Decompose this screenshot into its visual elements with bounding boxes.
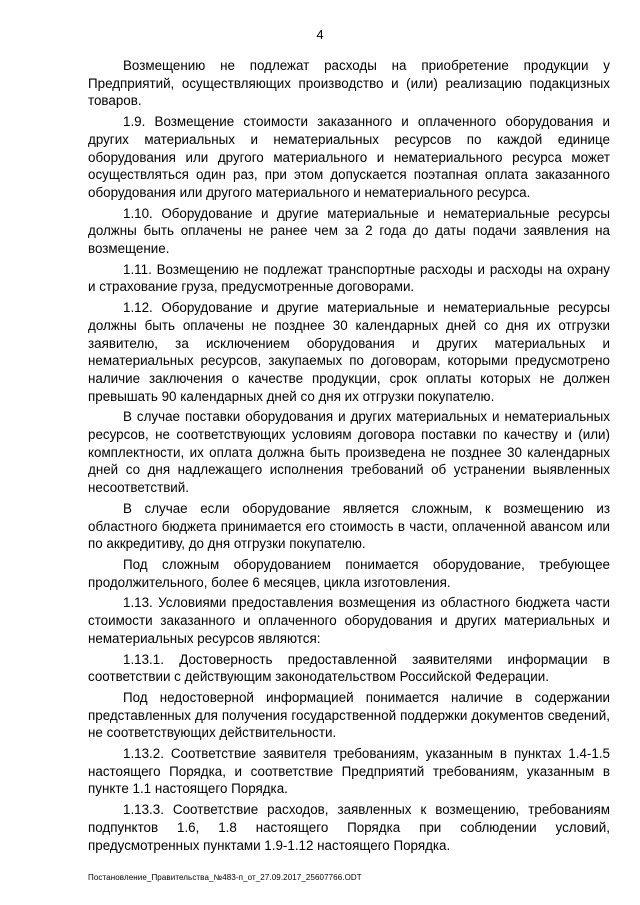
paragraph-supply-defects: В случае поставки оборудования и других материальных и нематериальных ресурсов, не соответствующих условиям договора поставки по качеству и (или) комплектности, их оплата должна быть произведена не позднее 30 календарных дней со дня надлежащего исполнения требований об устранении выявленных несоответствий. <box>88 409 610 496</box>
paragraph-complex-definition: Под сложным оборудованием понимается оборудование, требующее продолжительного, более 6 месяцев, цикла изготовления. <box>88 556 610 590</box>
paragraph-1-13-1: 1.13.1. Достоверность предоставленной заявителями информации в соответствии с действующим законодательством Российской Федерации. <box>88 651 610 685</box>
paragraph-1-10: 1.10. Оборудование и другие материальные и нематериальные ресурсы должны быть оплачены не ранее чем за 2 года до даты подачи заявления на возмещение. <box>88 205 610 257</box>
paragraph-1-13-2: 1.13.2. Соответствие заявителя требованиям, указанным в пунктах 1.4-1.5 настоящего Порядка, и соответствие Предприятий требованиям, указанным в пункте 1.1 настоящего Порядка. <box>88 746 610 797</box>
paragraph-1-13: 1.13. Условиями предоставления возмещения из областного бюджета части стоимости заказанного и оплаченного оборудования и других материальных и нематериальных ресурсов являются: <box>88 595 610 646</box>
paragraph-false-information: Под недостоверной информацией понимается наличие в содержании представленных для получения государственной поддержки документов сведений, не соответствующих действительности. <box>88 689 610 741</box>
paragraph-1-9: 1.9. Возмещение стоимости заказанного и оплаченного оборудования и других материальных и нематериальных ресурсов по каждой единице оборудования или другого материального и нематериального ресурса может осуществляться один раз, при этом допускается поэтапная оплата заказанного оборудования или другого материального и нематериального ресурса. <box>88 114 610 200</box>
paragraph-1-11: 1.11. Возмещению не подлежат транспортные расходы и расходы на охрану и страхование груза, предусмотренные договорами. <box>88 261 610 295</box>
paragraph-1-12: 1.12. Оборудование и другие материальные и нематериальные ресурсы должны быть оплачены не позднее 30 календарных дней со дня их отгрузки заявителю, за исключением оборудования и других материальных и нематериальных ресурсов, закупаемых по договорам, которыми предусмотрено наличие заключения о качестве продукции, срок оплаты которых не должен превышать 90 календарных дней со дня их отгрузки покупателю. <box>88 300 610 404</box>
document-footer: Постановление_Правительства_№483-п_от_27.09.2017_25607766.ODT <box>88 873 362 882</box>
paragraph-complex-equipment: В случае если оборудование является сложным, к возмещению из областного бюджета принимается его стоимость в части, оплаченной авансом или по аккредитиву, до дня отгрузки покупателю. <box>88 500 610 552</box>
paragraph-excise-goods: Возмещению не подлежат расходы на приобретение продукции у Предприятий, осуществляющих производство и (или) реализацию подакцизных товаров. <box>88 58 610 109</box>
document-body <box>88 57 610 857</box>
paragraph-1-13-3: 1.13.3. Соответствие расходов, заявленных к возмещению, требованиям подпунктов 1.6, 1.8 настоящего Порядка при соблюдении условий, предусмотренных пунктами 1.9-1.12 настоящего Порядка. <box>88 802 610 853</box>
page-number: 4 <box>316 27 324 42</box>
